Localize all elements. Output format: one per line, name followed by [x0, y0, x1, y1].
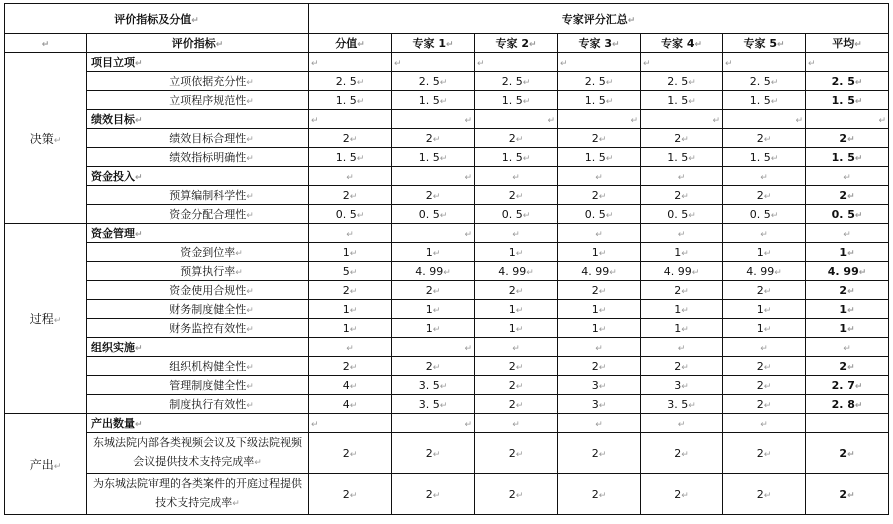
expert-3-cell: 1↵: [558, 319, 641, 338]
table-row: [5, 281, 889, 300]
empty-cell: ↵: [392, 224, 475, 243]
indicator-name: 预算执行率↵: [87, 262, 309, 281]
group-label: 项目立项↵: [87, 53, 309, 72]
expert-4-cell: 2↵: [641, 357, 723, 376]
expert-4-cell: 1↵: [641, 319, 723, 338]
expert-5-cell: 2↵: [723, 357, 806, 376]
empty-cell: ↵: [641, 414, 723, 433]
score-cell: 2↵: [309, 186, 392, 205]
table-row: [5, 262, 889, 281]
expert-3-cell: 2↵: [558, 281, 641, 300]
average-cell: 1. 5↵: [806, 91, 889, 110]
indicator-name: 资金到位率↵: [87, 243, 309, 262]
table-row: [5, 357, 889, 376]
expert-1-cell: 1↵: [392, 319, 475, 338]
score-cell: 2↵: [309, 474, 392, 515]
expert-1-cell: 2↵: [392, 129, 475, 148]
table-row: [5, 395, 889, 414]
group-row: [5, 53, 889, 72]
expert-2-cell: 2↵: [475, 357, 558, 376]
expert-scoring-table: [4, 3, 889, 515]
expert-4-cell: 3. 5↵: [641, 395, 723, 414]
expert-2-cell: 1. 5↵: [475, 91, 558, 110]
expert-3-cell: 2. 5↵: [558, 72, 641, 91]
empty-cell: ↵: [558, 167, 641, 186]
group-row: [5, 167, 889, 186]
col-header-indicator: 评价指标↵: [87, 34, 309, 53]
empty-cell: [806, 414, 889, 433]
group-row: [5, 338, 889, 357]
indicator-name: 为东城法院审理的各类案件的开庭过程提供技术支持完成率↵: [87, 474, 309, 515]
average-cell: 1↵: [806, 300, 889, 319]
score-cell: 1↵: [309, 319, 392, 338]
indicator-name: 财务监控有效性↵: [87, 319, 309, 338]
empty-cell: ↵: [723, 110, 806, 129]
empty-cell: ↵: [309, 53, 392, 72]
category-decision: 决策↵: [5, 53, 87, 224]
score-cell: 1↵: [309, 243, 392, 262]
left-title: 评价指标及分值↵: [5, 4, 309, 34]
col-header-expert-4: 专家 4↵: [641, 34, 723, 53]
empty-cell: ↵: [806, 224, 889, 243]
expert-5-cell: 4. 99↵: [723, 262, 806, 281]
expert-5-cell: 1↵: [723, 300, 806, 319]
expert-3-cell: 4. 99↵: [558, 262, 641, 281]
empty-cell: ↵: [309, 224, 392, 243]
empty-cell: ↵: [475, 414, 558, 433]
expert-4-cell: 2↵: [641, 474, 723, 515]
table-row: [5, 91, 889, 110]
empty-cell: ↵: [475, 167, 558, 186]
empty-cell: ↵: [641, 167, 723, 186]
empty-cell: ↵: [641, 224, 723, 243]
expert-5-cell: 2↵: [723, 395, 806, 414]
empty-cell: ↵: [723, 414, 806, 433]
expert-1-cell: 2↵: [392, 186, 475, 205]
expert-2-cell: 2↵: [475, 186, 558, 205]
expert-2-cell: 1↵: [475, 300, 558, 319]
expert-5-cell: 0. 5↵: [723, 205, 806, 224]
expert-5-cell: 2↵: [723, 186, 806, 205]
expert-4-cell: 2↵: [641, 281, 723, 300]
indicator-name: 东城法院内部各类视频会议及下级法院视频会议提供技术支持完成率↵: [87, 433, 309, 474]
empty-cell: ↵: [723, 338, 806, 357]
expert-4-cell: 2. 5↵: [641, 72, 723, 91]
group-label: 资金管理↵: [87, 224, 309, 243]
expert-2-cell: 2↵: [475, 281, 558, 300]
expert-5-cell: 1↵: [723, 243, 806, 262]
expert-5-cell: 2↵: [723, 281, 806, 300]
indicator-name: 管理制度健全性↵: [87, 376, 309, 395]
indicator-name: 资金使用合规性↵: [87, 281, 309, 300]
average-cell: 2↵: [806, 281, 889, 300]
empty-cell: ↵: [806, 110, 889, 129]
expert-3-cell: 3↵: [558, 376, 641, 395]
average-cell: 2. 7↵: [806, 376, 889, 395]
group-label: 资金投入↵: [87, 167, 309, 186]
score-cell: 1. 5↵: [309, 91, 392, 110]
col-header-score: 分值↵: [309, 34, 392, 53]
expert-5-cell: 1. 5↵: [723, 148, 806, 167]
category-process: 过程↵: [5, 224, 87, 414]
expert-1-cell: 2↵: [392, 433, 475, 474]
expert-1-cell: 2↵: [392, 281, 475, 300]
expert-2-cell: 2↵: [475, 376, 558, 395]
group-label: 组织实施↵: [87, 338, 309, 357]
table-row: [5, 148, 889, 167]
expert-1-cell: 1↵: [392, 243, 475, 262]
right-title: 专家评分汇总↵: [309, 4, 889, 34]
group-row: [5, 224, 889, 243]
expert-4-cell: 0. 5↵: [641, 205, 723, 224]
col-header-expert-1: 专家 1↵: [392, 34, 475, 53]
average-cell: 2. 5↵: [806, 72, 889, 91]
empty-cell: ↵: [475, 224, 558, 243]
expert-1-cell: 2↵: [392, 357, 475, 376]
col-header-expert-3: 专家 3↵: [558, 34, 641, 53]
score-cell: 1. 5↵: [309, 148, 392, 167]
group-label: 绩效目标↵: [87, 110, 309, 129]
average-cell: 2↵: [806, 186, 889, 205]
expert-1-cell: 1↵: [392, 300, 475, 319]
expert-3-cell: 3↵: [558, 395, 641, 414]
expert-3-cell: 1↵: [558, 300, 641, 319]
expert-2-cell: 1↵: [475, 319, 558, 338]
expert-1-cell: 2. 5↵: [392, 72, 475, 91]
score-cell: 2↵: [309, 129, 392, 148]
score-cell: 2. 5↵: [309, 72, 392, 91]
expert-3-cell: 0. 5↵: [558, 205, 641, 224]
empty-cell: ↵: [641, 338, 723, 357]
indicator-name: 组织机构健全性↵: [87, 357, 309, 376]
expert-2-cell: 4. 99↵: [475, 262, 558, 281]
expert-3-cell: 1↵: [558, 243, 641, 262]
col-header-category: ↵: [5, 34, 87, 53]
empty-cell: ↵: [475, 338, 558, 357]
expert-4-cell: 1. 5↵: [641, 148, 723, 167]
expert-3-cell: 2↵: [558, 357, 641, 376]
score-cell: 2↵: [309, 281, 392, 300]
group-label: 产出数量↵: [87, 414, 309, 433]
col-header-expert-5: 专家 5↵: [723, 34, 806, 53]
indicator-name: 资金分配合理性↵: [87, 205, 309, 224]
expert-1-cell: 1. 5↵: [392, 148, 475, 167]
score-cell: 5↵: [309, 262, 392, 281]
empty-cell: ↵: [309, 167, 392, 186]
empty-cell: ↵: [806, 167, 889, 186]
indicator-name: 立项依据充分性↵: [87, 72, 309, 91]
table-row: [5, 474, 889, 515]
average-cell: 1. 5↵: [806, 148, 889, 167]
empty-cell: ↵: [309, 338, 392, 357]
expert-1-cell: 1. 5↵: [392, 91, 475, 110]
score-cell: 2↵: [309, 357, 392, 376]
empty-cell: ↵: [392, 53, 475, 72]
expert-1-cell: 4. 99↵: [392, 262, 475, 281]
empty-cell: ↵: [392, 414, 475, 433]
expert-4-cell: 3↵: [641, 376, 723, 395]
expert-4-cell: 2↵: [641, 129, 723, 148]
expert-2-cell: 2. 5↵: [475, 72, 558, 91]
expert-2-cell: 2↵: [475, 129, 558, 148]
average-cell: 1↵: [806, 319, 889, 338]
expert-4-cell: 1. 5↵: [641, 91, 723, 110]
empty-cell: ↵: [558, 414, 641, 433]
expert-5-cell: 2↵: [723, 376, 806, 395]
indicator-name: 绩效目标合理性↵: [87, 129, 309, 148]
indicator-name: 预算编制科学性↵: [87, 186, 309, 205]
empty-cell: ↵: [641, 53, 723, 72]
header-row-1: [5, 4, 889, 34]
table-row: [5, 300, 889, 319]
expert-1-cell: 2↵: [392, 474, 475, 515]
empty-cell: ↵: [723, 167, 806, 186]
table-row: [5, 243, 889, 262]
empty-cell: ↵: [723, 224, 806, 243]
average-cell: 2↵: [806, 357, 889, 376]
average-cell: 0. 5↵: [806, 205, 889, 224]
empty-cell: ↵: [806, 338, 889, 357]
average-cell: 2↵: [806, 129, 889, 148]
empty-cell: ↵: [723, 53, 806, 72]
expert-4-cell: 1↵: [641, 300, 723, 319]
empty-cell: ↵: [392, 167, 475, 186]
expert-1-cell: 3. 5↵: [392, 395, 475, 414]
expert-3-cell: 1. 5↵: [558, 91, 641, 110]
average-cell: 2↵: [806, 433, 889, 474]
category-output: 产出↵: [5, 414, 87, 515]
expert-2-cell: 2↵: [475, 474, 558, 515]
score-cell: 4↵: [309, 376, 392, 395]
expert-4-cell: 2↵: [641, 186, 723, 205]
expert-3-cell: 2↵: [558, 433, 641, 474]
expert-5-cell: 2↵: [723, 433, 806, 474]
expert-5-cell: 2. 5↵: [723, 72, 806, 91]
average-cell: 4. 99↵: [806, 262, 889, 281]
empty-cell: ↵: [641, 110, 723, 129]
empty-cell: ↵: [558, 224, 641, 243]
expert-2-cell: 2↵: [475, 433, 558, 474]
expert-5-cell: 2↵: [723, 129, 806, 148]
score-cell: 1↵: [309, 300, 392, 319]
indicator-name: 制度执行有效性↵: [87, 395, 309, 414]
empty-cell: ↵: [558, 53, 641, 72]
table-row: [5, 433, 889, 474]
group-row: [5, 414, 889, 433]
expert-3-cell: 1. 5↵: [558, 148, 641, 167]
col-header-expert-2: 专家 2↵: [475, 34, 558, 53]
average-cell: 2. 8↵: [806, 395, 889, 414]
score-cell: 2↵: [309, 433, 392, 474]
table-row: [5, 186, 889, 205]
average-cell: 1↵: [806, 243, 889, 262]
empty-cell: ↵: [309, 414, 392, 433]
expert-2-cell: 0. 5↵: [475, 205, 558, 224]
expert-2-cell: 1↵: [475, 243, 558, 262]
expert-4-cell: 1↵: [641, 243, 723, 262]
expert-3-cell: 2↵: [558, 186, 641, 205]
expert-1-cell: 3. 5↵: [392, 376, 475, 395]
expert-2-cell: 1. 5↵: [475, 148, 558, 167]
expert-5-cell: 1↵: [723, 319, 806, 338]
header-row-2: [5, 34, 889, 53]
indicator-name: 立项程序规范性↵: [87, 91, 309, 110]
empty-cell: ↵: [806, 53, 889, 72]
empty-cell: ↵: [558, 338, 641, 357]
empty-cell: ↵: [475, 110, 558, 129]
expert-2-cell: 2↵: [475, 395, 558, 414]
expert-5-cell: 2↵: [723, 474, 806, 515]
score-cell: 0. 5↵: [309, 205, 392, 224]
average-cell: 2↵: [806, 474, 889, 515]
col-header-average: 平均↵: [806, 34, 889, 53]
table-row: [5, 319, 889, 338]
group-row: [5, 110, 889, 129]
empty-cell: ↵: [309, 110, 392, 129]
expert-4-cell: 4. 99↵: [641, 262, 723, 281]
empty-cell: ↵: [392, 338, 475, 357]
expert-5-cell: 1. 5↵: [723, 91, 806, 110]
empty-cell: ↵: [558, 110, 641, 129]
indicator-name: 绩效指标明确性↵: [87, 148, 309, 167]
table-row: [5, 205, 889, 224]
table-row: [5, 129, 889, 148]
table-row: [5, 376, 889, 395]
expert-3-cell: 2↵: [558, 129, 641, 148]
score-cell: 4↵: [309, 395, 392, 414]
expert-3-cell: 2↵: [558, 474, 641, 515]
table-row: [5, 72, 889, 91]
empty-cell: ↵: [475, 53, 558, 72]
expert-4-cell: 2↵: [641, 433, 723, 474]
empty-cell: ↵: [392, 110, 475, 129]
indicator-name: 财务制度健全性↵: [87, 300, 309, 319]
expert-1-cell: 0. 5↵: [392, 205, 475, 224]
